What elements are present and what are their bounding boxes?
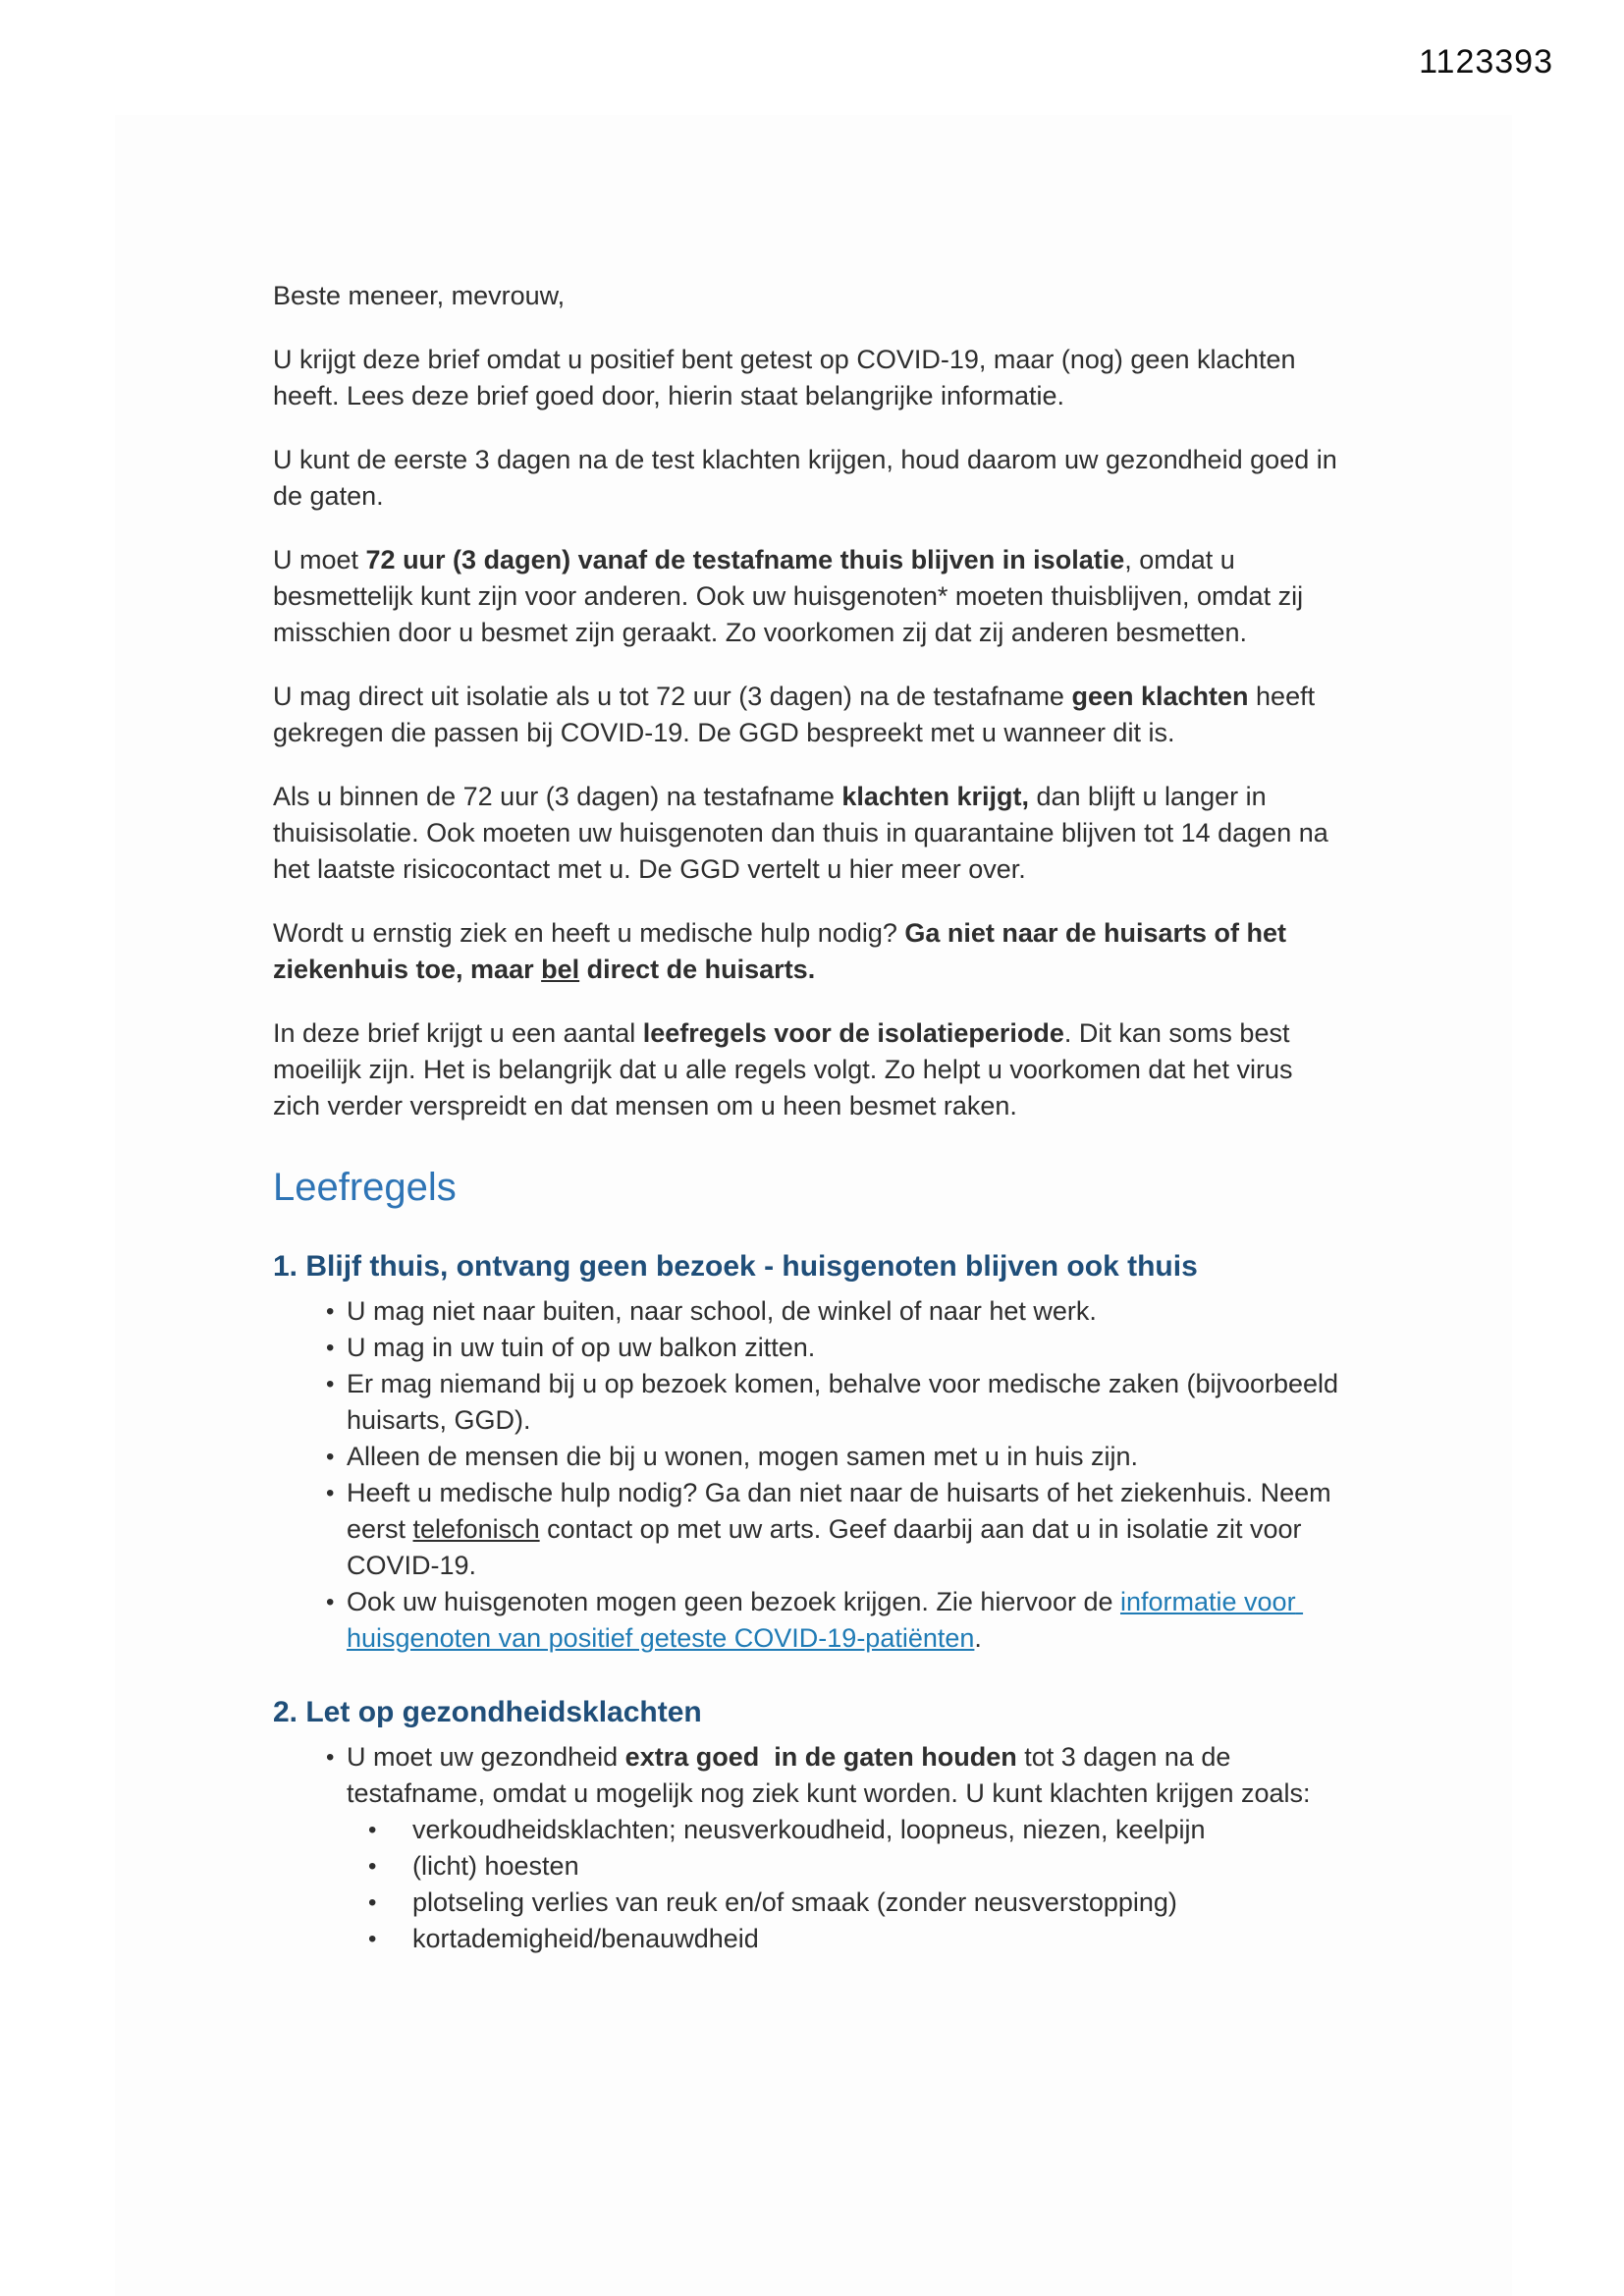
text-run: , omdat u besmettelijk kunt zijn voor anderen. Ook uw huisgenoten* moeten thuisblijven, omdat zij misschien door u besmet zijn geraakt. Zo voorkomen zij dat zij anderen besmetten. [273, 545, 1311, 647]
leefregels-heading: Leefregels [273, 1166, 457, 1209]
bullet-icon: • [326, 1589, 335, 1615]
bullet-item [273, 1584, 1345, 1657]
text-run: plotseling verlies van reuk en/of smaak (zonder neusverstopping) [412, 1887, 1177, 1917]
bullet-icon: • [326, 1335, 335, 1361]
paragraph-8 [273, 1015, 1345, 1124]
text-run: U krijgt deze brief omdat u positief bent getest op COVID-19, maar (nog) geen klachten heeft. Lees deze brief goed door, hierin staat belangrijke informatie. [273, 345, 1304, 410]
bullet-item [273, 1439, 1345, 1475]
text-run: extra goed in de gaten houden [624, 1742, 1017, 1772]
bullet-icon: • [368, 1889, 377, 1916]
text-run: klachten krijgt, [841, 782, 1029, 811]
text-run: U moet [273, 545, 366, 574]
link-informatie-huisgenoten[interactable]: informatie voor huisgenoten van positief geteste COVID-19-patiënten [347, 1587, 1304, 1653]
bullet-icon: • [326, 1744, 335, 1771]
bullet-icon: • [326, 1298, 335, 1325]
bullet-item [273, 1812, 1345, 1848]
paragraph-3 [273, 442, 1345, 515]
text-run: Er mag niemand bij u op bezoek komen, behalve voor medische zaken (bijvoorbeeld huisarts, GGD). [347, 1369, 1346, 1435]
text-run: bel [541, 955, 580, 984]
bullet-icon: • [368, 1817, 377, 1843]
text-run: In deze brief krijgt u een aantal [273, 1018, 643, 1048]
text-run: U mag in uw tuin of op uw balkon zitten. [347, 1333, 816, 1362]
bullet-icon: • [326, 1480, 335, 1506]
text-run: heeft gekregen die passen bij COVID-19. De GGD bespreekt met u wanneer dit is. [273, 682, 1323, 747]
paragraph-4 [273, 542, 1345, 651]
text-run: verkoudheidsklachten; neusverkoudheid, loopneus, niezen, keelpijn [412, 1815, 1206, 1844]
text-run: U mag niet naar buiten, naar school, de winkel of naar het werk. [347, 1296, 1097, 1326]
text-run: leefregels voor de isolatieperiode [642, 1018, 1064, 1048]
section-1-list [273, 1293, 1345, 1657]
bullet-item [273, 1885, 1345, 1921]
text-run: U kunt de eerste 3 dagen na de test klachten krijgen, houd daarom uw gezondheid goed in de gaten. [273, 445, 1345, 511]
text-run: U moet uw gezondheid [347, 1742, 625, 1772]
text-run: Ook uw huisgenoten mogen geen bezoek krijgen. Zie hiervoor de [347, 1587, 1120, 1616]
text-run: dan blijft u langer in thuisisolatie. Ook moeten uw huisgenoten dan thuis in quarantaine blijven tot 14 dagen na het laatste risicocontact met u. De GGD vertelt u hier meer over. [273, 782, 1336, 884]
text-run: Ga niet naar de huisarts of het ziekenhuis toe, maar [273, 918, 1294, 984]
bullet-item [273, 1475, 1345, 1584]
text-run: contact op met uw arts. Geef daarbij aan dat u in isolatie zit voor COVID-19. [347, 1514, 1310, 1580]
letter-body [273, 278, 1345, 1957]
text-run: Heeft u medische hulp nodig? Ga dan niet naar de huisarts of het ziekenhuis. Neem eerst [347, 1478, 1339, 1544]
doc-number: 1123393 [1419, 43, 1553, 81]
text-run: (licht) hoesten [412, 1851, 579, 1881]
bullet-icon: • [368, 1926, 377, 1952]
text-run: . Dit kan soms best moeilijk zijn. Het is belangrijk dat u alle regels volgt. Zo helpt u voorkomen dat het virus zich verder verspreidt en dat mensen om u heen besmet raken. [273, 1018, 1301, 1121]
section-heading-2: 2. Let op gezondheidsklachten [273, 1696, 702, 1728]
paragraph-2 [273, 342, 1345, 414]
bullet-item [273, 1330, 1345, 1366]
paragraph-7 [273, 915, 1345, 988]
text-run: 72 uur (3 dagen) vanaf de testafname thuis blijven in isolatie [365, 545, 1125, 574]
bullet-item [273, 1293, 1345, 1330]
text-run: direct de huisarts. [579, 955, 816, 984]
letter-paragraphs [273, 278, 1345, 1124]
bullet-item [273, 1366, 1345, 1439]
text-run: . [974, 1623, 982, 1653]
bullet-item [273, 1848, 1345, 1885]
text-run: kortademigheid/benauwdheid [412, 1924, 759, 1953]
text-run: telefonisch [412, 1514, 540, 1544]
text-run: U mag direct uit isolatie als u tot 72 uur (3 dagen) na de testafname [273, 682, 1072, 711]
leefregels-sections [273, 1248, 1345, 1957]
bullet-icon: • [368, 1853, 377, 1880]
text-run: Alleen de mensen die bij u wonen, mogen samen met u in huis zijn. [347, 1442, 1138, 1471]
paragraph-5 [273, 679, 1345, 751]
section-heading-1: 1. Blijf thuis, ontvang geen bezoek - huisgenoten blijven ook thuis [273, 1250, 1198, 1283]
bullet-icon: • [326, 1371, 335, 1397]
text-run: geen klachten [1071, 682, 1249, 711]
paragraph-6 [273, 779, 1345, 888]
text-run: tot 3 dagen na de testafname, omdat u mogelijk nog ziek kunt worden. U kunt klachten krijgen zoals: [347, 1742, 1311, 1808]
text-run: Als u binnen de 72 uur (3 dagen) na testafname [273, 782, 842, 811]
section-2-list [273, 1739, 1345, 1957]
bullet-icon: • [326, 1444, 335, 1470]
text-run: Wordt u ernstig ziek en heeft u medische hulp nodig? [273, 918, 905, 948]
bullet-item [273, 1921, 1345, 1957]
text-run: Beste meneer, mevrouw, [273, 281, 566, 310]
paragraph-1 [273, 278, 1345, 314]
bullet-item [273, 1739, 1345, 1812]
